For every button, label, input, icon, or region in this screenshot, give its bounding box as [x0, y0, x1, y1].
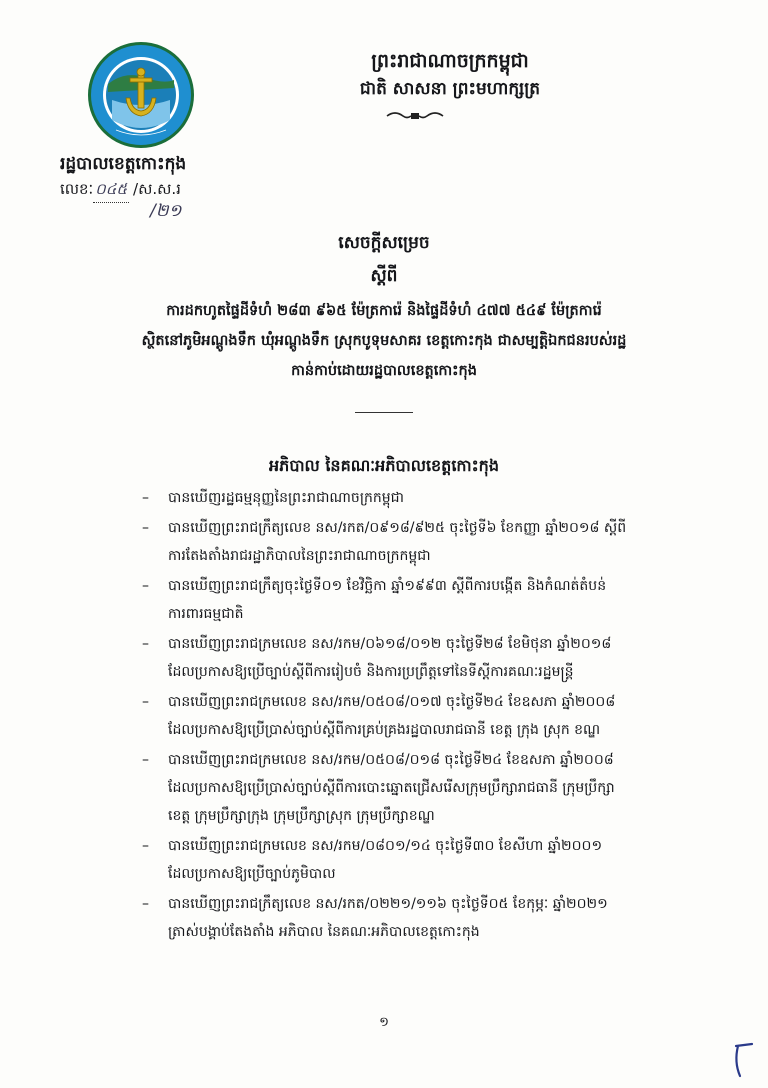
item-line: ដែលប្រកាសឱ្យប្រើប្រាស់ច្បាប់ស្តីពីការគ្រប់គ្រងរដ្ឋបាលរាជធានី ខេត្ត ក្រុង ស្រុក ខណ្ឌ — [168, 722, 601, 738]
item-line: ការតែងតាំងរាជរដ្ឋាភិបាលនៃព្រះរាជាណាចក្រកម្ពុជា — [168, 548, 431, 564]
list-item — [142, 484, 702, 512]
list-item — [142, 514, 702, 570]
list-item — [142, 746, 702, 830]
item-line: ខេត្ត ក្រុមប្រឹក្សាក្រុង ក្រុមប្រឹក្សាស្រុក ក្រុមប្រឹក្សាខណ្ឌ — [168, 808, 435, 824]
reference-suffix: /ស.ស.រ — [133, 180, 181, 198]
koh-kong-seal-icon — [86, 40, 196, 150]
item-line: បានឃើញព្រះរាជក្រមលេខ នស/រកម/០៥០៨/០១៧ ចុះថ្ងៃទី២៤ ខែឧសភា ឆ្នាំ២០០៨ — [168, 694, 616, 710]
item-line: បានឃើញព្រះរាជក្រមលេខ នស/រកម/០៦១៨/០១២ ចុះថ្ងៃទី២៨ ខែមិថុនា ឆ្នាំ២០១៨ — [168, 636, 612, 652]
list-item — [142, 688, 702, 744]
issuing-authority: រដ្ឋបាលខេត្តកោះកុង — [60, 154, 187, 174]
subject-line: កាន់កាប់ដោយរដ្ឋបាលខេត្តកោះកុង — [291, 362, 477, 379]
item-line: ត្រាស់បង្គាប់តែងតាំង អភិបាល នៃគណៈអភិបាលខេត្តកោះកុង — [168, 924, 480, 940]
title-divider — [355, 412, 413, 413]
bullet-dash: – — [142, 490, 149, 506]
reference-handwritten-year: /២១ — [150, 201, 182, 221]
item-line: បានឃើញព្រះរាជក្រឹត្យលេខ នស/រកត/០៩១៨/៩២៥ ចុះថ្ងៃទី៦ ខែកញ្ញា ឆ្នាំ២០១៨ ស្តីពី — [168, 520, 627, 536]
ornament-divider-icon — [385, 108, 445, 122]
item-line: បានឃើញព្រះរាជក្រមលេខ នស/រកម/០៥០៨/០១៨ ចុះថ្ងៃទី២៤ ខែឧសភា ឆ្នាំ២០០៨ — [168, 752, 614, 768]
decision-subject — [70, 296, 698, 386]
governor-heading: អភិបាល នៃគណៈអភិបាលខេត្តកោះកុង — [269, 456, 499, 475]
subject-line: ការដកហូតផ្ទៃដីទំហំ ២៨៣ ៩៦៥ ម៉ែត្រការ៉េ និងផ្ទៃដីទំហំ ៤៧៧ ៥៤៩ ម៉ែត្រការ៉េ — [166, 302, 602, 319]
bullet-dash: – — [142, 694, 149, 710]
item-line: បានឃើញរដ្ឋធម្មនុញ្ញនៃព្រះរាជាណាចក្រកម្ពុជា — [168, 490, 404, 506]
item-line: ដែលប្រកាសឱ្យប្រើប្រាស់ច្បាប់ស្តីពីការបោះឆ្នោតជ្រើសរើសក្រុមប្រឹក្សារាជធានី ក្រុមប្រឹក្សា — [168, 780, 615, 796]
bullet-dash: – — [142, 520, 149, 536]
concerning-label: ស្តីពី — [370, 266, 398, 286]
item-line: បានឃើញព្រះរាជក្រមលេខ នស/រកម/០៨០១/១៤ ចុះថ្ងៃទី៣០ ខែសីហា ឆ្នាំ២០០១ — [168, 838, 603, 854]
document-type: សេចក្តីសម្រេច — [338, 233, 430, 253]
kingdom-name: ព្រះរាជាណាចក្រកម្ពុជា — [371, 50, 529, 72]
subject-line: ស្ថិតនៅភូមិអណ្តូងទឹក ឃុំអណ្តូងទឹក ស្រុកបូទុមសាគរ ខេត្តកោះកុង ជាសម្បត្តិឯកជនរបស់រដ្ឋ — [141, 332, 627, 349]
bullet-dash: – — [142, 578, 149, 594]
bullet-dash: – — [142, 838, 149, 854]
item-line: បានឃើញព្រះរាជក្រឹត្យចុះថ្ងៃទី០១ ខែវិច្ឆិកា ឆ្នាំ១៩៩៣ ស្តីពីការបង្កើត និងកំណត់តំបន់ — [168, 578, 607, 594]
handwritten-margin-mark-icon — [730, 1040, 760, 1080]
reference-label: លេខៈ — [60, 180, 94, 198]
reference-handwritten-number: ០៤៥ — [93, 180, 129, 203]
bullet-dash: – — [142, 636, 149, 652]
item-line: ការពារធម្មជាតិ — [168, 606, 244, 622]
national-motto: ជាតិ សាសនា ព្រះមហាក្សត្រ — [359, 79, 541, 99]
page-number: ១ — [379, 1015, 389, 1030]
list-item — [142, 832, 702, 888]
list-item — [142, 890, 702, 946]
item-line: ដែលប្រកាសឱ្យប្រើច្បាប់ភូមិបាល — [168, 866, 336, 882]
list-item — [142, 572, 702, 628]
list-item — [142, 630, 702, 686]
bullet-dash: – — [142, 896, 149, 912]
item-line: បានឃើញព្រះរាជក្រឹត្យលេខ នស/រកត/០២២១/១១៦ ចុះថ្ងៃទី០៥ ខែកុម្ភៈ ឆ្នាំ២០២១ — [168, 896, 608, 912]
bullet-dash: – — [142, 752, 149, 768]
kingdom-header — [300, 48, 600, 102]
item-line: ដែលប្រកាសឱ្យប្រើច្បាប់ស្តីពីការរៀបចំ និងការប្រព្រឹត្តទៅនៃទីស្តីការគណៈរដ្ឋមន្ត្រី — [168, 664, 574, 680]
considerations-list — [142, 484, 702, 948]
